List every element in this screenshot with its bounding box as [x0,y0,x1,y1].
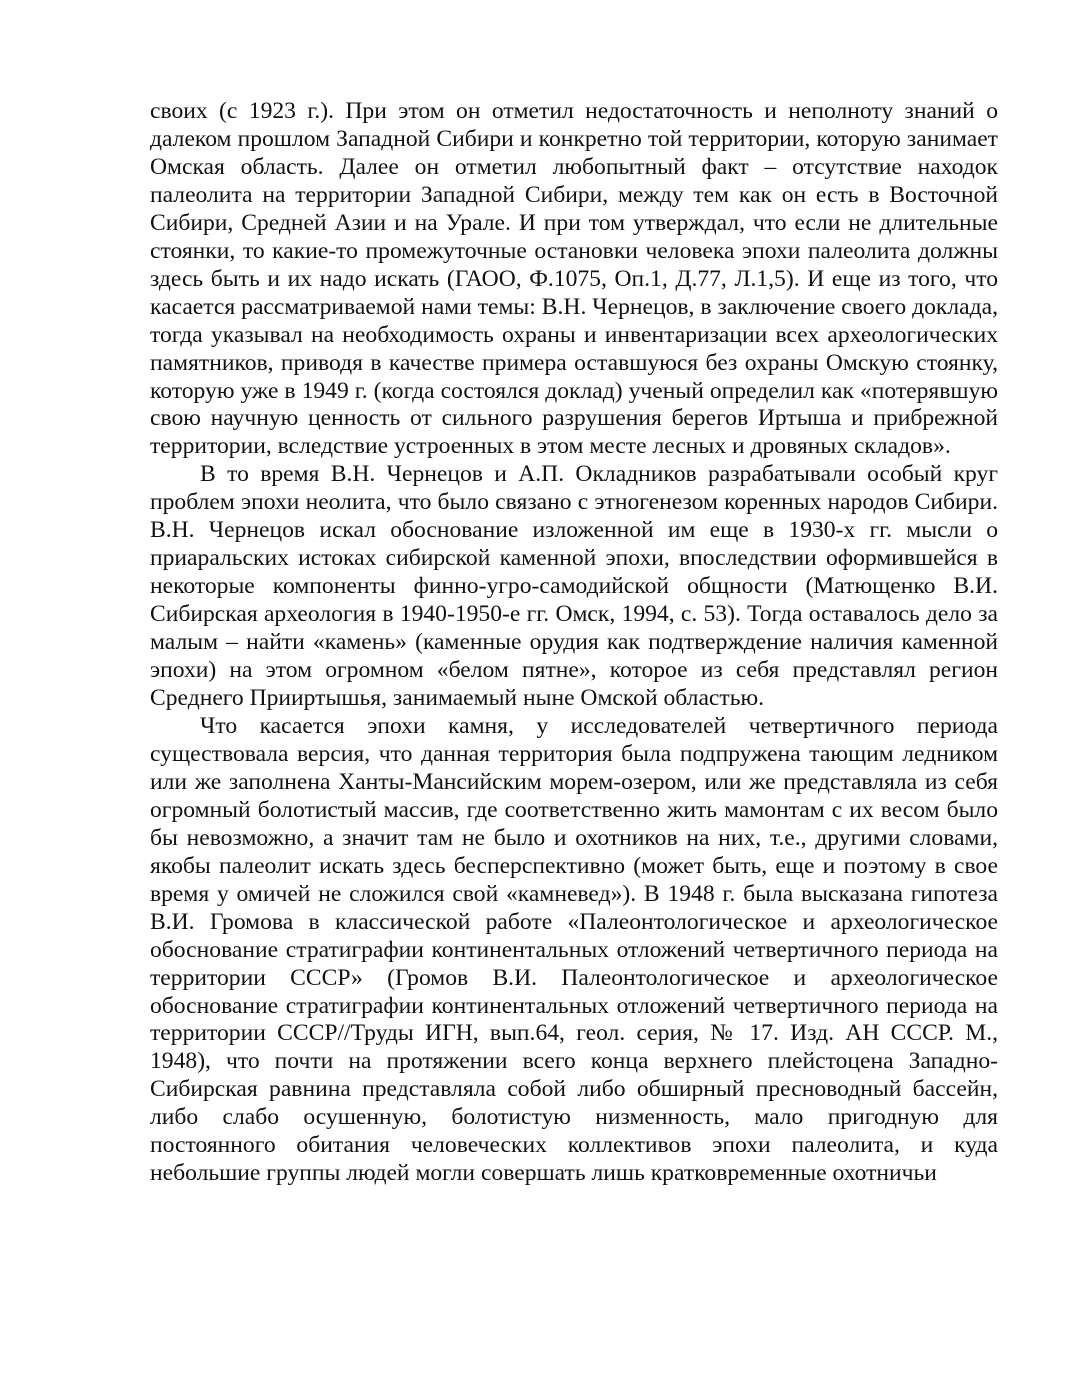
document-page [150,98,998,1188]
paragraph-3: Что касается эпохи камня, у исследователей четвертичного периода существовала версия, что данная территория была подпружена тающим ледником или же заполнена Ханты-Мансийским морем-озером, или же представляла из себя огромный болотистый массив, где соответственно жить мамонтам с их весом было бы невозможно, а значит там не было и охотников на них, т.е., другими словами, якобы палеолит искать здесь бесперспективно (может быть, еще и поэтому в свое время у омичей не сложился свой «камневед»). В 1948 г. была высказана гипотеза В.И. Громова в классической работе «Палеонтологическое и археологическое обоснование стратиграфии континентальных отложений четвертичного периода на территории СССР» (Громов В.И. Палеонтологическое и археологическое обоснование стратиграфии континентальных отложений четвертичного периода на территории СССР//Труды ИГН, вып.64, геол. серия, № 17. Изд. АН СССР. М., 1948), что почти на протяжении всего конца верхнего плейстоцена Западно-Сибирская равнина представляла собой либо обширный пресноводный бассейн, либо слабо осушенную, болотистую низменность, мало пригодную для постоянного обитания человеческих коллективов эпохи палеолита, и куда небольшие группы людей могли совершать лишь кратковременные охотничьи [150,712,998,1187]
paragraph-1: своих (с 1923 г.). При этом он отметил недостаточность и неполноту знаний о далеком прошлом Западной Сибири и конкретно той территории, которую занимает Омская область. Далее он отметил любопытный факт – отсутствие находок палеолита на территории Западной Сибири, между тем как он есть в Восточной Сибири, Средней Азии и на Урале. И при том утверждал, что если не длительные стоянки, то какие-то промежуточные остановки человека эпохи палеолита должны здесь быть и их надо искать (ГАОО, Ф.1075, Оп.1, Д.77, Л.1,5). И еще из того, что касается рассматриваемой нами темы: В.Н. Чернецов, в заключение своего доклада, тогда указывал на необходимость охраны и инвентаризации всех археологических памятников, приводя в качестве примера оставшуюся без охраны Омскую стоянку, которую уже в 1949 г. (когда состоялся доклад) ученый определил как «потерявшую свою научную ценность от сильного разрушения берегов Иртыша и прибрежной территории, вследствие устроенных в этом месте лесных и дровяных складов». [150,98,998,460]
paragraph-2: В то время В.Н. Чернецов и А.П. Окладников разрабатывали особый круг проблем эпохи неолита, что было связано с этногенезом коренных народов Сибири. В.Н. Чернецов искал обоснование изложенной им еще в 1930-х гг. мысли о приаральских истоках сибирской каменной эпохи, впоследствии оформившейся в некоторые компоненты финно-угро-самодийской общности (Матющенко В.И. Сибирская археология в 1940-1950-е гг. Омск, 1994, с. 53). Тогда оставалось дело за малым – найти «камень» (каменные орудия как подтверждение наличия каменной эпохи) на этом огромном «белом пятне», которое из себя представлял регион Среднего Прииртышья, занимаемый ныне Омской областью. [150,461,998,712]
